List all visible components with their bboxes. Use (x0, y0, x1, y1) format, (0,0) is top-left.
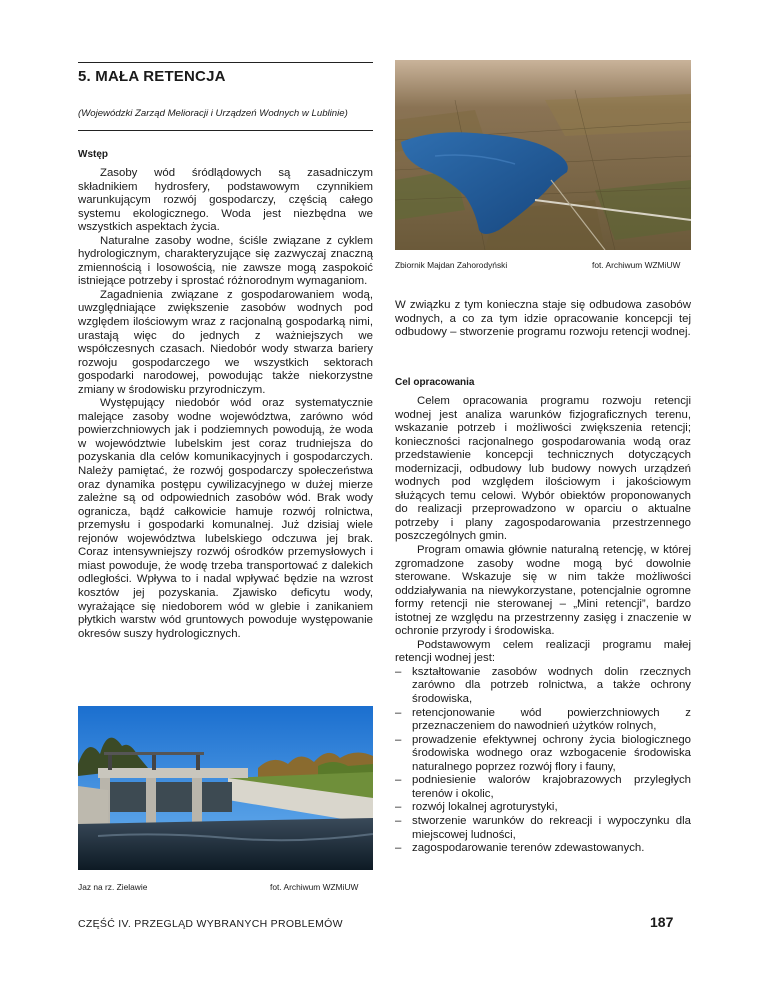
list-item: – retencjonowanie wód powierzchniowych z przeznaczeniem do nawodnień użytków rolnych, (395, 707, 691, 734)
subtitle-rule (78, 130, 373, 131)
reservoir-photo-caption: Zbiornik Majdan Zahorodyński (395, 260, 508, 270)
paragraph: Naturalne zasoby wodne, ściśle związane z cyklem hydrologicznym, charakteryzujące się zazwyczaj znaczną zmiennością i losowością, nie zawsze mogą zaspokoić istniejące potrzeby i sprostać różnorodnym wymaganiom. (78, 234, 373, 288)
chapter-author: (Wojewódzki Zarząd Melioracji i Urządzeń Wodnych w Lublinie) (78, 108, 348, 119)
paragraph: Program omawia głównie naturalną retencję, w której zgromadzone zasoby wodne mogą być dowolnie sterowane. Wskazuje się w nim także możliwości oddziaływania na niewykorzystane, potencjalnie ogromne formy retencji nie sterowanej – „Mini retencji”, bardzo istotnej ze względu na przestrzenny zasięg i znaczenie w ochronie przyrody i środowiska. (395, 544, 691, 638)
reservoir-photo (395, 60, 691, 250)
running-footer: CZĘŚĆ IV. PRZEGLĄD WYBRANYCH PROBLEMÓW (78, 918, 343, 930)
reservoir-illustration (395, 60, 691, 250)
reservoir-photo-credit: fot. Archiwum WZMiUW (592, 260, 681, 270)
paragraph: Zagadnienia związane z gospodarowaniem wodą, uwzględniające zwiększenie zasobów wodnych pod względem ilościowym wraz z racjonalną gospodarką nimi, urastają więc do jednych z ważniejszych we współczesnych czasach. Niedobór wody stwarza bariery rozwoju gospodarczego we wszystkich sektorach gospodarki narodowej, powodując także niekorzystne zmiany w środowisku przyrodniczym. (78, 288, 373, 396)
paragraph: Celem opracowania programu rozwoju retencji wodnej jest analiza warunków fizjograficznych terenu, wskazanie potrzeb i możliwości zwiększenia retencji; konieczności racjonalnego gospodarowania wodą oraz przedstawienie koncepcji technicznych dotyczących modernizacji, odbudowy lub budowy nowych urządzeń wodnych pod względem ilościowym i jakościowym służących temu celowi. Wybór obiektów proponowanych do realizacji przeprowadzono w oparciu o aktualne potrzeby i plany zagospodarowania przestrzennego poszczególnych gmin. (395, 395, 691, 543)
paragraph: Zasoby wód śródlądowych są zasadniczym składnikiem hydrosfery, podstawowym czynnikiem warunkującym rozwój gospodarczy, częścią całego systemu ekologicznego. Woda jest niezbędna we wszystkich aspektach życia. (78, 167, 373, 234)
weir-photo-caption: Jaz na rz. Zielawie (78, 882, 148, 892)
list-item: – kształtowanie zasobów wodnych dolin rzecznych zarówno dla potrzeb rolnictwa, a także ochrony środowiska, (395, 666, 691, 707)
section-heading-goal: Cel opracowania (395, 377, 475, 388)
list-item: – zagospodarowanie terenów zdewastowanych. (395, 842, 691, 856)
right-column-text (395, 395, 691, 856)
chapter-title: 5. MAŁA RETENCJA (78, 68, 226, 85)
list-item: – stworzenie warunków do rekreacji i wypoczynku dla miejscowej ludności, (395, 815, 691, 842)
list-item: – rozwój lokalnej agroturystyki, (395, 801, 691, 815)
weir-photo-credit: fot. Archiwum WZMiUW (270, 882, 359, 892)
left-column-text (78, 167, 373, 641)
title-rule (78, 62, 373, 63)
page-number: 187 (650, 914, 674, 930)
paragraph: Podstawowym celem realizacji programu małej retencji wodnej jest: (395, 638, 691, 665)
right-column-intro (395, 299, 691, 340)
list-item: – podniesienie walorów krajobrazowych przyległych terenów i okolic, (395, 774, 691, 801)
paragraph: Występujący niedobór wód oraz systematycznie malejące zasoby wodne województwa, zarówno wód powierzchniowych jak i podziemnych powodują, że woda w województwie lubelskim jest coraz trudniejsza do pozyskania dla celów komunikacyjnych i gospodarczych. Należy pamiętać, że rozwój gospodarczy społeczeństwa oraz dynamika postępu cywilizacyjnego w dużej mierze zależne są od odpowiednich zasobów wód. Brak wody ogranicza, bądź całkowicie hamuje rozwój rolnictwa, przemysłu i gospodarki komunalnej. Już dzisiaj wiele rejonów województwa lubelskiego odczuwa jej brak. Coraz intensywniejszy rozwój ośrodków przemysłowych i miast powoduje, że wodę trzeba transportować z dalekich odległości. Wpływa to i nadal wpływać będzie na wzrost kosztów jej pozyskania. Zjawisko deficytu wody, wyrażające się niedoborem wód w glebie i zanikaniem płytkich warstw wód gruntowych powoduje występowanie okresów suszy hydrologicznych. (78, 397, 373, 640)
goals-list (395, 666, 691, 856)
weir-illustration (78, 706, 373, 870)
weir-photo (78, 706, 373, 870)
section-heading-intro: Wstęp (78, 149, 108, 160)
list-item: – prowadzenie efektywnej ochrony życia biologicznego środowiska wodnego oraz wzbogacenie środowiska naturalnego poprzez rozwój flory i fauny, (395, 734, 691, 775)
paragraph: W związku z tym konieczna staje się odbudowa zasobów wodnych, a co za tym idzie opracowanie koncepcji tej odbudowy – stworzenie programu rozwoju retencji wodnej. (395, 299, 691, 339)
